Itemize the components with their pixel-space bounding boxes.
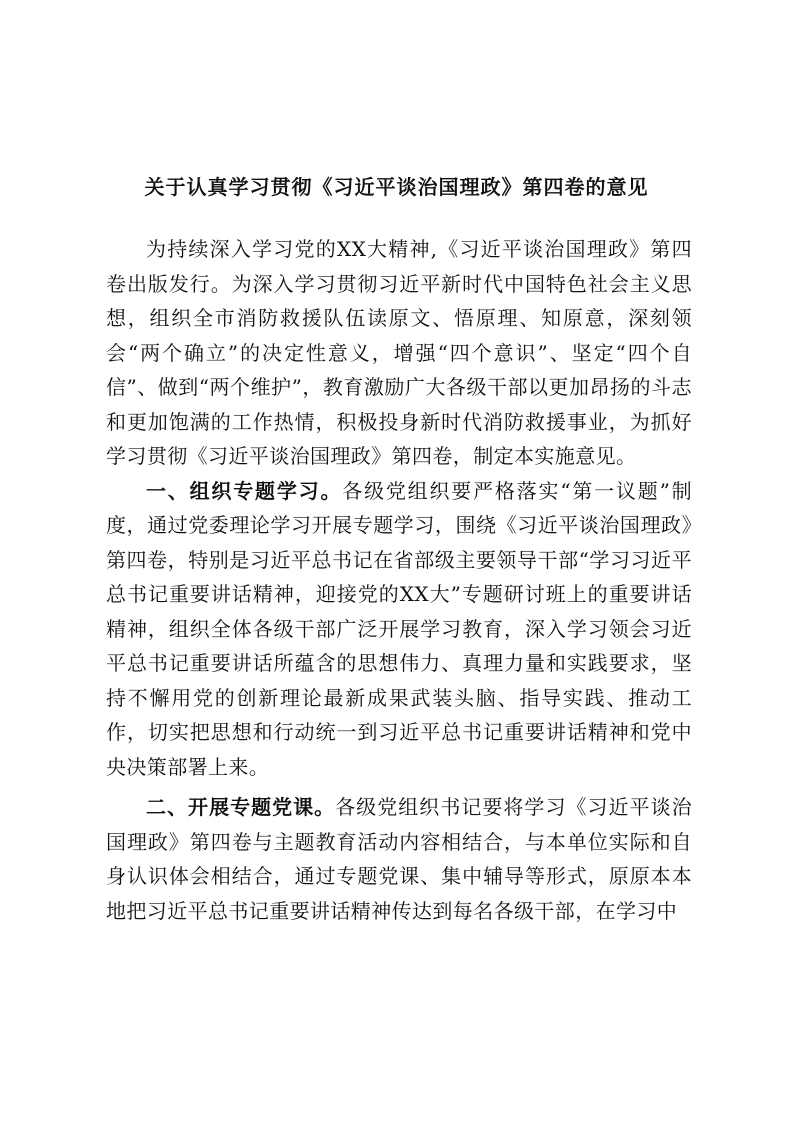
section-text-2: 各级党组织书记要将学习《习近平谈治国理政》第四卷与主题教育活动内容相结合，与本单位实际和自身认识体会相结合，通过专题党课、集中辅导等形式，原原本本地把习近平总书记重要讲话精神传达到每名各级干部，在学习中 bbox=[106, 795, 692, 923]
section-heading-1: 一、组织专题学习。 bbox=[146, 478, 343, 503]
document-body bbox=[106, 232, 692, 928]
section-paragraph-1 bbox=[106, 474, 692, 785]
section-paragraph-2 bbox=[106, 790, 692, 928]
intro-paragraph: 为持续深入学习党的XX大精神,《习近平谈治国理政》第四卷出版发行。为深入学习贯彻习近平新时代中国特色社会主义思想，组织全市消防救援队伍读原文、悟原理、知原意，深刻领会“两个确立”的决定性意义，增强“四个意识”、坚定“四个自信”、做到“两个维护”，教育激励广大各级干部以更加昂扬的斗志和更加饱满的工作热情，积极投身新时代消防救援事业，为抓好学习贯彻《习近平谈治国理政》第四卷，制定本实施意见。 bbox=[106, 237, 692, 468]
section-heading-2: 二、开展专题党课。 bbox=[146, 795, 336, 819]
document-title: 关于认真学习贯彻《习近平谈治国理政》第四卷的意见 bbox=[144, 175, 649, 199]
section-text-1: 各级党组织要严格落实“第一议题”制度，通过党委理论学习开展专题学习，围绕《习近平谈治国理政》第四卷，特别是习近平总书记在省部级主要领导干部“学习习近平总书记重要讲话精神，迎接党的XX大”专题研讨班上的重要讲话精神，组织全体各级干部广泛开展学习教育，深入学习领会习近平总书记重要讲话所蕴含的思想伟力、真理力量和实践要求，坚持不懈用党的创新理论最新成果武装头脑、指导实践、推动工作，切实把思想和行动统一到习近平总书记重要讲话精神和党中央决策部署上来。 bbox=[106, 478, 693, 779]
